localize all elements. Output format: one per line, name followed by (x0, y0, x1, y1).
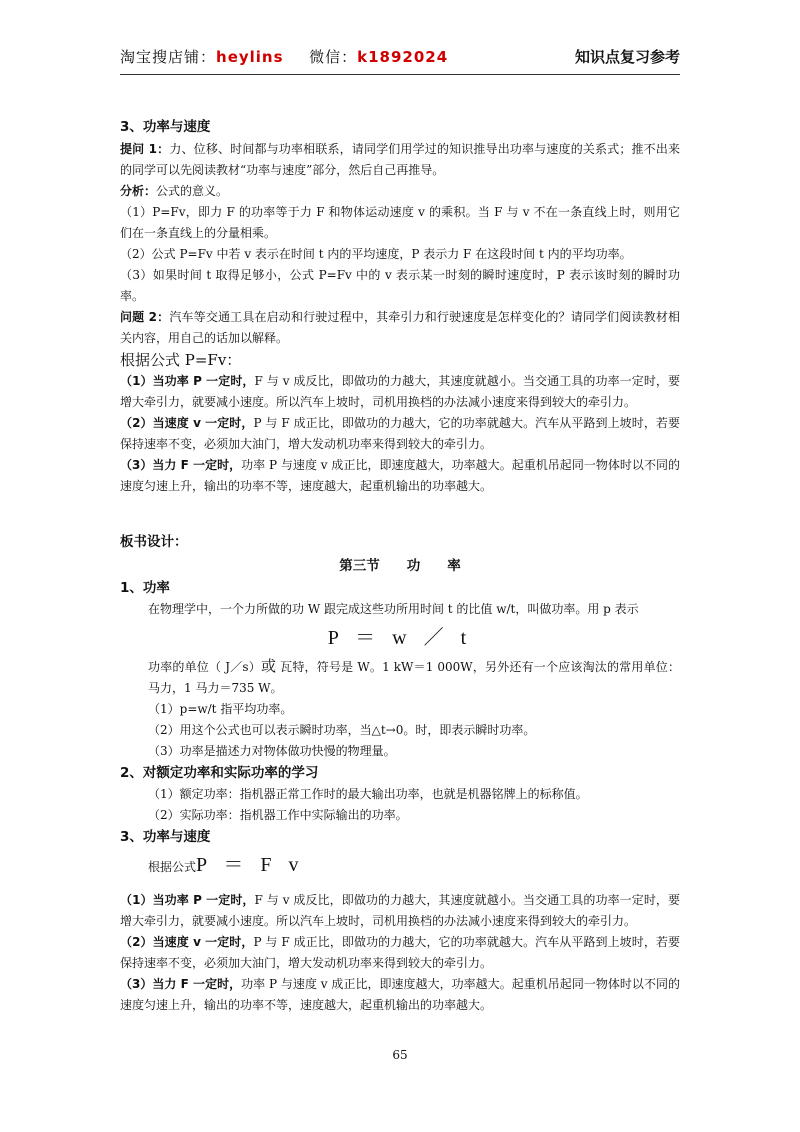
header-shop-info (120, 46, 448, 67)
formula-power-force-velocity (120, 848, 680, 884)
wechat-id: k1892024 (357, 48, 449, 66)
rated-power: （1）额定功率：指机器正常工作时的最大输出功率，也就是机器铭牌上的标称值。 (148, 787, 588, 801)
section-title: 3、功率与速度 (120, 119, 211, 135)
shop-label: 淘宝搜店铺： (120, 48, 217, 66)
question-2-text: 汽车等交通工具在启动和行驶过程中，其牵引力和行驶速度是怎样变化的？请同学们阅读教材相关内容，用自己的话加以解释。 (120, 310, 680, 345)
question-1-text: 力、位移、时间都与功率相联系，请同学们用学过的知识推导出功率与速度的关系式；推不出来的同学可以先阅读教材“功率与速度”部分，然后自己再推导。 (120, 142, 680, 177)
analysis-point-1: （1）P=Fv，即力 F 的功率等于力 F 和物体运动速度 v 的乘积。当 F 与 v 不在一条直线上时，则用它们在一条直线上的分量相乘。 (120, 205, 680, 240)
formula-pfv: P ＝ F v (196, 854, 305, 876)
case-3-label: （3）当力 F 一定时， (120, 458, 242, 472)
board-heading: 板书设计： (120, 534, 188, 550)
case-2 (120, 413, 680, 455)
wechat-label: 微信： (309, 48, 358, 66)
formula-power-work-time: P ＝ w ／ t (327, 627, 473, 649)
header-title: 知识点复习参考 (574, 48, 680, 66)
analysis-label: 分析： (120, 184, 157, 198)
board-case-2-label: （2）当速度 v 一定时， (120, 935, 254, 949)
power-unit-a: 功率的单位（ J／s） (148, 660, 261, 674)
page-number: 65 (392, 1048, 408, 1062)
case-2-text: P 与 F 成正比，即做功的力越大，它的功率就越大。汽车从平路到上坡时，若要保持速率不变，必须加大油门，增大发动机功率来得到较大的牵引力。 (120, 416, 680, 451)
case-3 (120, 455, 680, 497)
document-body (120, 116, 680, 1016)
note-2: （2）用这个公式也可以表示瞬时功率，当△t→0。时，即表示瞬时功率。 (148, 723, 536, 737)
board-case-3-text: 功率 P 与速度 v 成正比，即速度越大，功率越大。起重机吊起同一物体时以不同的速度匀速上升，输出的功率不等，速度越大，起重机输出的功率越大。 (120, 977, 680, 1012)
analysis-point-3: （3）如果时间 t 取得足够小，公式 P=Fv 中的 v 表示某一时刻的瞬时速度时，P 表示该时刻的瞬时功率。 (120, 268, 680, 303)
header-divider (120, 74, 680, 75)
board-case-2 (120, 932, 680, 974)
board-case-1-text: F 与 v 成反比，即做功的力越大，其速度就越小。当交通工具的功率一定时，要增大牵引力，就要减小速度。所以汽车上坡时，司机用换档的办法减小速度来得到较大的牵引力。 (120, 893, 680, 928)
analysis-text: 公式的意义。 (156, 184, 229, 198)
question-1-label: 提问 1： (120, 142, 170, 156)
board-case-3 (120, 974, 680, 1016)
shop-name: heylins (216, 48, 284, 66)
power-unit-b: 瓦特，符号是 W。1 kW＝1 000W，另外还有一个应该淘汰的常用单位：马力，1 马力＝735 W。 (148, 660, 680, 695)
power-definition: 在物理学中，一个力所做的功 W 跟完成这些功所用时间 t 的比值 w/t，叫做功率。用 p 表示 (148, 602, 639, 616)
section-power-speed (120, 116, 680, 497)
board-topic-3: 3、功率与速度 (120, 829, 211, 845)
case-1-label: （1）当功率 P 一定时， (120, 374, 255, 388)
question-2-label: 问题 2： (120, 310, 170, 324)
page-header (120, 44, 680, 72)
board-case-2-text: P 与 F 成正比，即做功的力越大，它的功率就越大。汽车从平路到上坡时，若要保持速率不变，必须加大油门，增大发动机功率来得到较大的牵引力。 (120, 935, 680, 970)
formula-basis: 根据公式 P=Fv： (120, 351, 242, 369)
note-1: （1）p=w/t 指平均功率。 (148, 702, 293, 716)
board-topic-2: 2、对额定功率和实际功率的学习 (120, 765, 319, 781)
question-2 (120, 307, 680, 349)
power-unit-or: 或 (260, 657, 277, 675)
case-3-text: 功率 P 与速度 v 成正比，即速度越大，功率越大。起重机吊起同一物体时以不同的速度匀速上升，输出的功率不等，速度越大，起重机输出的功率越大。 (120, 458, 680, 493)
case-1 (120, 371, 680, 413)
board-topic-1: 1、功率 (120, 580, 170, 596)
analysis (120, 181, 680, 202)
board-case-3-label: （3）当力 F 一定时， (120, 977, 242, 991)
board-case-1-label: （1）当功率 P 一定时， (120, 893, 255, 907)
actual-power: （2）实际功率：指机器工作中实际输出的功率。 (148, 808, 408, 822)
case-2-label: （2）当速度 v 一定时， (120, 416, 254, 430)
board-case-1 (120, 890, 680, 932)
question-1 (120, 139, 680, 181)
board-design (120, 531, 680, 1016)
board-section-title: 第三节 功 率 (339, 558, 461, 574)
formula-basis-label: 根据公式 (148, 860, 197, 874)
analysis-point-2: （2）公式 P=Fv 中若 v 表示在时间 t 内的平均速度，P 表示力 F 在这段时间 t 内的平均功率。 (120, 247, 632, 261)
power-unit (120, 656, 680, 699)
case-1-text: F 与 v 成反比，即做功的力越大，其速度就越小。当交通工具的功率一定时，要增大牵引力，就要减小速度。所以汽车上坡时，司机用换档的办法减小速度来得到较大的牵引力。 (120, 374, 680, 409)
note-3: （3）功率是描述力对物体做功快慢的物理量。 (148, 744, 396, 758)
